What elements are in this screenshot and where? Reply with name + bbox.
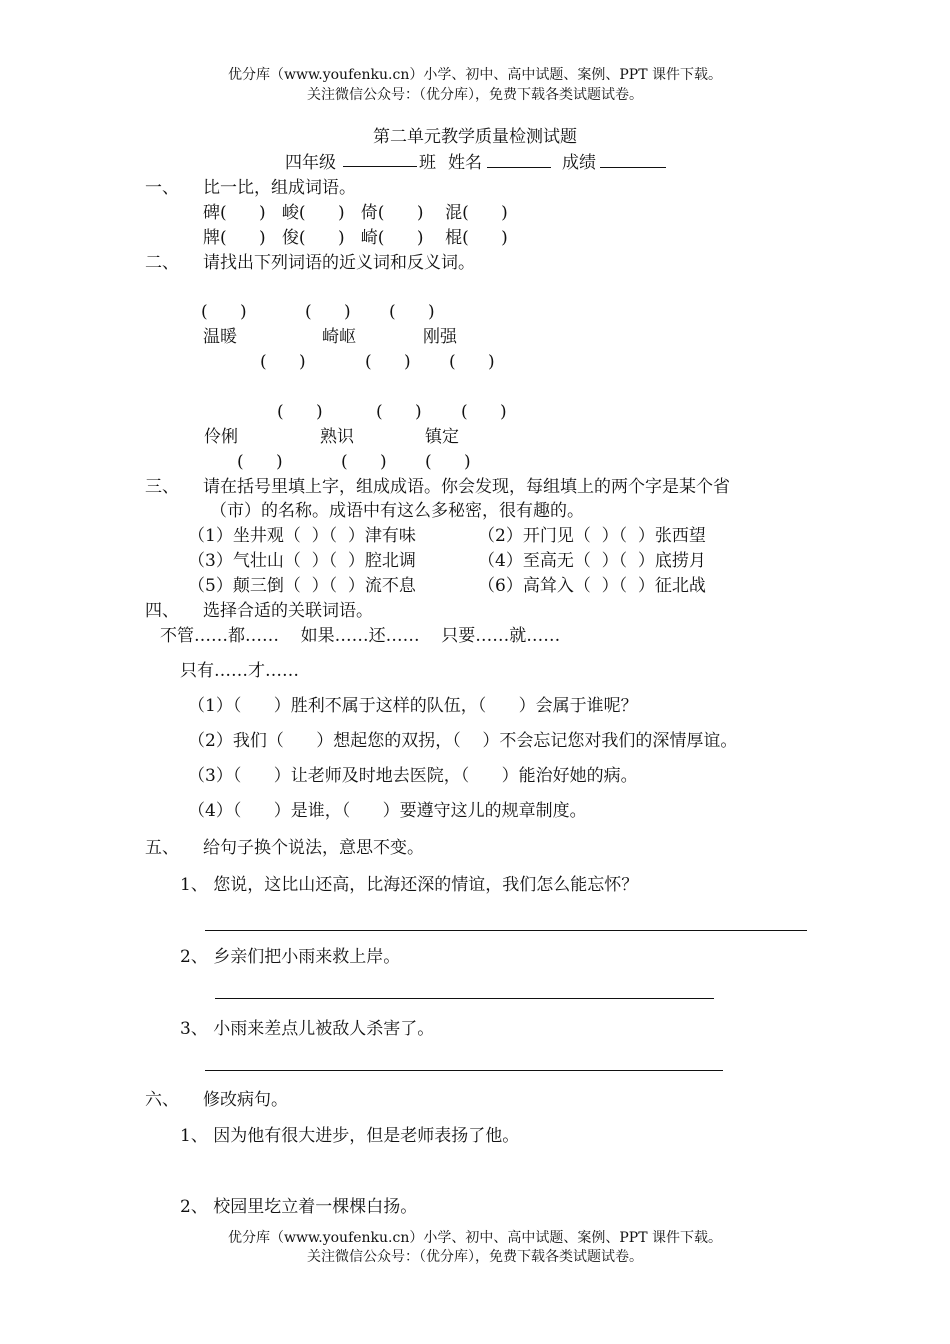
- footer-line-2: 关注微信公众号：（优分库），免费下载各类试题试卷。: [307, 1249, 643, 1265]
- answer-paren[interactable]: ( ): [449, 352, 495, 372]
- answer-paren[interactable]: ( ): [365, 352, 411, 372]
- idiom-item: （3）气壮山（ ）（ ）腔北调: [188, 551, 416, 571]
- word: 刚强: [423, 327, 457, 347]
- fill-question: （2）我们（ ）想起您的双拐，（ ）不会忘记您对我们的深情厚谊。: [188, 731, 738, 751]
- class-blank[interactable]: [343, 166, 417, 167]
- answer-line[interactable]: [205, 930, 807, 931]
- answer-paren[interactable]: ( ): [277, 402, 323, 422]
- answer-paren[interactable]: ( ): [425, 452, 471, 472]
- answer-line[interactable]: [215, 998, 714, 999]
- answer-paren[interactable]: ( ): [305, 302, 351, 322]
- footer-line-1: 优分库（www.youfenku.cn）小学、初中、高中试题、案例、PPT 课件下载。: [227, 1230, 722, 1246]
- rewrite-question: 1、 您说，这比山还高，比海还深的情谊，我们怎么能忘怀？: [180, 875, 639, 895]
- section-heading: 比一比，组成词语。: [203, 178, 356, 198]
- section-heading-cont: （市）的名称。成语中有这么多秘密，很有趣的。: [210, 501, 584, 521]
- name-label: 姓名: [448, 153, 482, 173]
- section-heading: 请在括号里填上字，组成成语。你会发现，每组填上的两个字是某个省: [203, 477, 730, 497]
- conjunction-options: 不管……都…… 如果……还…… 只要……就……: [160, 626, 561, 646]
- header-line-2: 关注微信公众号：（优分库），免费下载各类试题试卷。: [307, 87, 643, 103]
- page-title: 第二单元教学质量检测试题: [373, 127, 577, 147]
- conjunction-options: 只有……才……: [180, 661, 299, 681]
- idiom-item: （5）颠三倒（ ）（ ）流不息: [188, 576, 416, 596]
- sentence-question: 2、 校园里圪立着一棵棵白扬。: [180, 1197, 418, 1217]
- fill-question: （4）（ ）是谁，（ ）要遵守这儿的规章制度。: [188, 801, 587, 821]
- class-label: 班: [419, 153, 436, 173]
- section-heading: 给句子换个说法，意思不变。: [203, 838, 424, 858]
- section-heading: 选择合适的关联词语。: [203, 601, 373, 621]
- idiom-item: （6）高耸入（ ）（ ）征北战: [478, 576, 706, 596]
- answer-paren[interactable]: ( ): [389, 302, 435, 322]
- section-number: 六、: [145, 1090, 179, 1110]
- idiom-item: （2）开门见（ ）（ ）张西望: [478, 526, 706, 546]
- answer-paren[interactable]: ( ): [237, 452, 283, 472]
- answer-paren[interactable]: ( ): [376, 402, 422, 422]
- word: 熟识: [320, 427, 354, 447]
- idiom-item: （4）至高无（ ）（ ）底捞月: [478, 551, 706, 571]
- section-number: 三、: [145, 477, 179, 497]
- word: 镇定: [425, 427, 459, 447]
- rewrite-question: 3、 小雨来差点儿被敌人杀害了。: [180, 1019, 435, 1039]
- answer-paren[interactable]: ( ): [341, 452, 387, 472]
- sentence-question: 1、 因为他有很大进步，但是老师表扬了他。: [180, 1126, 520, 1146]
- section-number: 四、: [145, 601, 179, 621]
- answer-paren[interactable]: ( ): [260, 352, 306, 372]
- idiom-item: （1）坐井观（ ）（ ）津有味: [188, 526, 416, 546]
- fill-question: （1）（ ）胜利不属于这样的队伍，（ ）会属于谁呢？: [188, 696, 638, 716]
- answer-line[interactable]: [205, 1070, 723, 1071]
- name-blank[interactable]: [487, 167, 551, 168]
- compare-row-2: 牌( ) 俊( ) 崎( ) 棍( ): [203, 228, 508, 248]
- section-heading: 修改病句。: [203, 1090, 288, 1110]
- section-number: 一、: [145, 178, 179, 198]
- score-blank[interactable]: [600, 167, 666, 168]
- word: 崎岖: [322, 327, 356, 347]
- score-label: 成绩: [562, 153, 596, 173]
- header-line-1: 优分库（www.youfenku.cn）小学、初中、高中试题、案例、PPT 课件下载。: [227, 67, 722, 83]
- section-number: 五、: [145, 838, 179, 858]
- section-number: 二、: [145, 253, 179, 273]
- section-heading: 请找出下列词语的近义词和反义词。: [203, 253, 475, 273]
- rewrite-question: 2、 乡亲们把小雨来救上岸。: [180, 947, 401, 967]
- answer-paren[interactable]: ( ): [201, 302, 247, 322]
- word: 温暖: [203, 327, 237, 347]
- fill-question: （3）（ ）让老师及时地去医院，（ ）能治好她的病。: [188, 766, 638, 786]
- compare-row-1: 碑( ) 峻( ) 倚( ) 混( ): [203, 203, 508, 223]
- word: 伶俐: [204, 427, 238, 447]
- answer-paren[interactable]: ( ): [461, 402, 507, 422]
- grade-label: 四年级: [285, 153, 336, 173]
